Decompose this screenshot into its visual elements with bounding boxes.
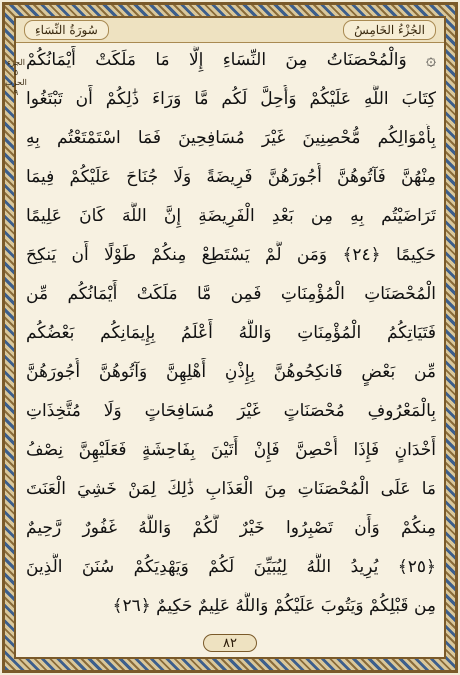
page-header <box>16 18 444 43</box>
text-line: بِالْمَعْرُوفِ مُحْصَنَاتٍ غَيْرَ مُسَافِحَاتٍ وَلَا مُتَّخِذَاتِ <box>26 401 436 421</box>
page-number: ٨٢ <box>203 634 257 652</box>
page-frame <box>5 16 446 659</box>
text-line: ﴿٢٥﴾ يُرِيدُ اللَّهُ لِيُبَيِّنَ لَكُمْ وَيَهْدِيَكُمْ سُنَنَ الَّذِينَ <box>26 557 436 577</box>
text-line: تَرَاضَيْتُم بِهِ مِن بَعْدِ الْفَرِيضَةِ إِنَّ اللَّهَ كَانَ عَلِيمًا <box>26 206 436 226</box>
text-line: بِأَمْوَالِكُم مُّحْصِنِينَ غَيْرَ مُسَافِحِينَ فَمَا اسْتَمْتَعْتُم بِهِ <box>26 128 436 148</box>
text-line: مِّن بَعْضٍ فَانكِحُوهُنَّ بِإِذْنِ أَهْلِهِنَّ وَآتُوهُنَّ أُجُورَهُنَّ <box>26 362 436 382</box>
quran-text <box>26 46 436 636</box>
hizb-label: الحزب ٩ <box>5 78 27 97</box>
text-line: حَكِيمًا ﴿٢٤﴾ وَمَن لَّمْ يَسْتَطِعْ مِنكُمْ طَوْلًا أَن يَنكِحَ <box>26 245 436 265</box>
text-line: الْمُحْصَنَاتِ الْمُؤْمِنَاتِ فَمِن مَّا مَلَكَتْ أَيْمَانُكُم مِّن <box>26 284 436 304</box>
juz-hizb-marker <box>4 58 28 98</box>
text-line: مِن قَبْلِكُمْ وَيَتُوبَ عَلَيْكُمْ وَاللَّهُ عَلِيمٌ حَكِيمٌ ﴿٢٦﴾ <box>112 596 436 616</box>
juz-label: الجزء ٥ <box>7 58 25 77</box>
text-line: مِنْهُنَّ فَآتُوهُنَّ أُجُورَهُنَّ فَرِيضَةً وَلَا جُنَاحَ عَلَيْكُمْ فِيمَا <box>26 167 436 187</box>
text-line: مَا عَلَى الْمُحْصَنَاتِ مِنَ الْعَذَابِ ذَٰلِكَ لِمَنْ خَشِيَ الْعَنَتَ <box>26 479 436 499</box>
juz-name: الجُزْءُ الخَامِسُ <box>343 20 436 40</box>
text-line: ۞ وَالْمُحْصَنَاتُ مِنَ النِّسَاءِ إِلَّا مَا مَلَكَتْ أَيْمَانُكُمْ <box>26 50 436 70</box>
page-footer <box>16 631 444 657</box>
text-line: مِنكُمْ وَأَن تَصْبِرُوا خَيْرٌ لَّكُمْ وَاللَّهُ غَفُورٌ رَّحِيمٌ <box>26 518 436 538</box>
text-line: فَتَيَاتِكُمُ الْمُؤْمِنَاتِ وَاللَّهُ أَعْلَمُ بِإِيمَانِكُم بَعْضُكُم <box>26 323 436 343</box>
text-line: كِتَابَ اللَّهِ عَلَيْكُمْ وَأُحِلَّ لَكُم مَّا وَرَاءَ ذَٰلِكُمْ أَن تَبْتَغُوا <box>26 89 436 109</box>
surah-name: سُورَةُ النِّسَاءِ <box>24 20 109 40</box>
text-line: أَخْدَانٍ فَإِذَا أُحْصِنَّ فَإِنْ أَتَيْنَ بِفَاحِشَةٍ فَعَلَيْهِنَّ نِصْفُ <box>26 440 436 460</box>
